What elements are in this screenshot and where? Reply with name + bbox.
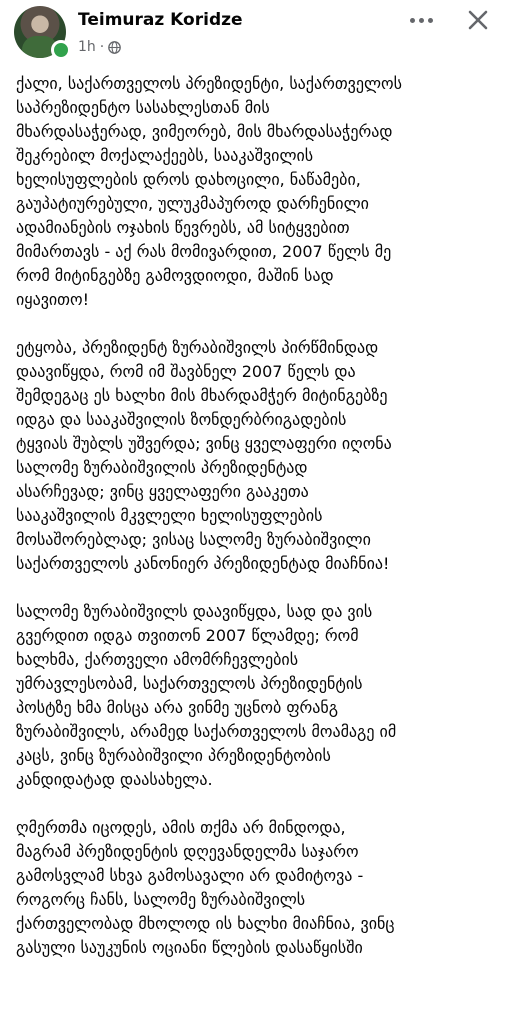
post-paragraph-1: ქალი, საქართველოს პრეზიდენტი, საქართველოს საპრეზიდენტო სასახლესთან მის მხარდასაჭერად, ვიმეორებ, მის მხარდასაჭერად შეკრებილ მოქალაქეებს, სააკაშვილის ხელისუფლების დროს დახოცილი, ნაწამები, გაუპატიურებული, ულუკმაპუროდ დარჩენილი ადამიანების ოჯახის წევრებს, ამ სიტყვებით მიმართავს - აქ რას მომივარდით, 2007 წელს მე რომ მიტინგებზე გამოვდიოდი, მაშინ სად იყავითო! bbox=[16, 74, 402, 309]
post-meta bbox=[78, 39, 121, 55]
more-options-icon[interactable] bbox=[404, 10, 438, 30]
meta-separator: · bbox=[99, 39, 105, 55]
post-author[interactable]: Teimuraz Koridze bbox=[78, 10, 243, 30]
online-status-indicator bbox=[51, 40, 71, 60]
post-paragraph-3: სალომე ზურაბიშვილს დაავიწყდა, სად და ვის გვერდით იდგა თვითონ 2007 წლამდე; რომ ხალხმა, ქართველი ამომრჩევლების უმრავლესობამ, საქართველოს პრეზიდენტის პოსტზე ხმა მისცა არა ვინმე უცნობ ფრანგ ზურაბიშვილს, არამედ საქართველოს მოამაგე იმ კაცს, ვინც ზურაბიშვილი პრეზიდენტობის კანდიდატად დაასახელა. bbox=[16, 602, 397, 789]
post-time[interactable]: 1h bbox=[78, 39, 96, 55]
globe-icon bbox=[108, 41, 121, 54]
post-paragraph-4: ღმერთმა იცოდეს, ამის თქმა არ მინდოდა, მაგრამ პრეზიდენტის დღევანდელმა საჯარო გამოსვლამ სხვა გამოსავალი არ დამიტოვა - როგორც ჩანს, სალომე ზურაბიშვილს ქართველობად მხოლოდ ის ხალხი მიაჩნია, ვინც გასული საუკუნის ოციანი წლების დასაწყისში bbox=[16, 818, 395, 957]
close-icon[interactable] bbox=[462, 4, 494, 36]
post-text bbox=[16, 72, 496, 984]
post-header bbox=[0, 0, 506, 70]
post-paragraph-2: ეტყობა, პრეზიდენტ ზურაბიშვილს პირწმინდად დაავიწყდა, რომ იმ შავბნელ 2007 წელს და შემდეგაც ეს ხალხი მის მხარდამჭერ მიტინგებზე იდგა და სააკაშვილის ზონდერბრიგადების ტყვიას შუბლს უშვერდა; ვინც ყველაფერი იღონა სალომე ზურაბიშვილის პრეზიდენტად ასარჩევად; ვინც ყველაფერი გააკეთა სააკაშვილის მკვლელი ხელისუფლების მოსაშორებლად; ვისაც სალომე ზურაბიშვილი საქართველოს კანონიერ პრეზიდენტად მიაჩნია! bbox=[16, 338, 392, 573]
